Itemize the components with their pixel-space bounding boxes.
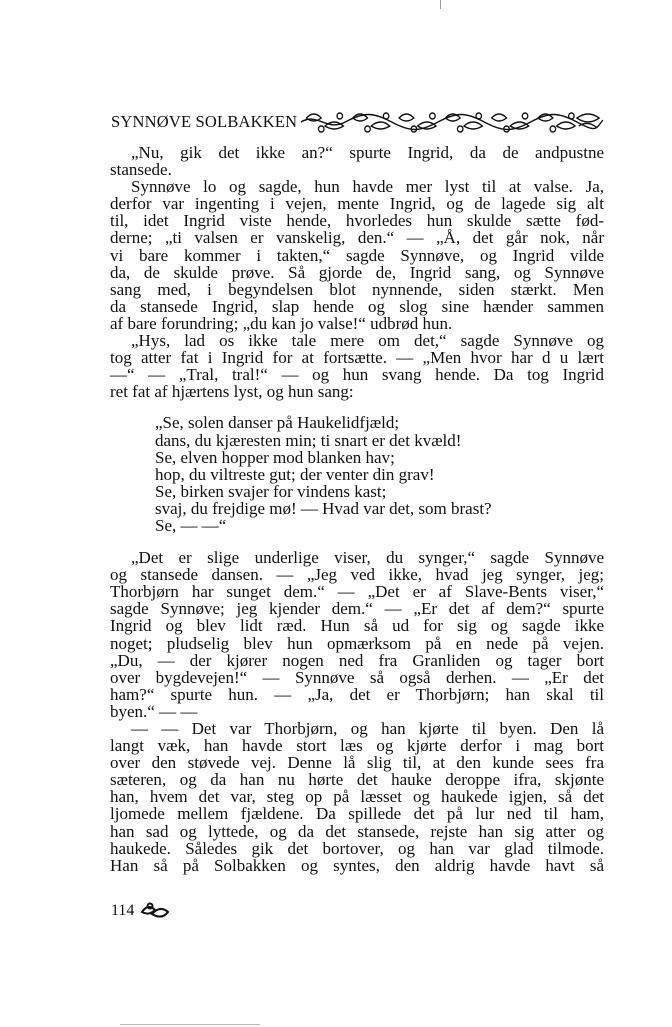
text-line: ret fat af hjærtens lyst, og hun sang: (110, 382, 354, 402)
text-line: byen.“ — — (110, 701, 198, 721)
text-line: sang med, i begyndelsen blot nynnende, siden stærkt. Men (110, 279, 604, 299)
text-line: ham?“ spurte hun. — „Ja, det er Thorbjørn; han skal til (110, 684, 604, 704)
text-line: og stansede dansen. — „Jeg ved ikke, hvad jeg synger, jeg; (110, 565, 604, 585)
verse-line: Se, — —“ (155, 515, 227, 535)
text-line: af bare forundring; „du kan jo valse!“ udbrød hun. (110, 313, 453, 333)
page-footer (111, 902, 170, 920)
text-line: Ingrid og blev lidt ræd. Hun så ud for sig og sagde ikke (110, 616, 604, 636)
text-line: derfor var ingenting i vejen, mente Ingrid, og de lagede sig alt (110, 194, 604, 214)
text-line: noget; pludselig blev hun opmærksom på en nede på vejen. (110, 633, 604, 653)
text-line: stansede. (110, 160, 172, 180)
text-line: Han så på Solbakken og syntes, den aldrig havde havt så (110, 855, 604, 875)
text-line: sæteren, og da han nu hørte det hauke deroppe ifra, skjønte (110, 770, 604, 790)
text-line: — — Det var Thorbjørn, og han kjørte til byen. Den lå (131, 719, 604, 738)
text-line: derne; „ti valsen er vanskelig, den.“ — „Å, det går nok, når (110, 228, 604, 248)
verse-line: Se, birken svajer for vindens kast; (155, 481, 387, 501)
scan-edge-mark (440, 0, 441, 9)
text-line: —“ — „Tral, tral!“ — og hun svang hende. Da tog Ingrid (110, 365, 604, 385)
scan-edge-mark (120, 1024, 260, 1025)
text-line: ljomede mellem fjældene. Da spillede det på lur ned til ham, (110, 804, 604, 824)
paragraph (110, 549, 604, 720)
verse-line: svaj, du frejdige mø! — Hvad var det, som brast? (155, 498, 492, 518)
text-line: over bygdevejen!“ — Synnøve så også derhen. — „Er det (110, 667, 604, 687)
paragraph (110, 144, 604, 178)
page-number: 114 (111, 902, 135, 919)
text-line: sagde Synnøve; jeg kjender dem.“ — „Er det af dem?“ spurte (110, 599, 604, 619)
text-line: Synnøve lo og sagde, hun havde mer lyst til at valse. Ja, (131, 177, 604, 197)
text-line: „Du, — der kjører nogen ned fra Granliden og tager bort (110, 650, 604, 670)
paragraph (110, 332, 604, 400)
text-line: da stansede Ingrid, slap hende og slog sine hænder sammen (110, 296, 604, 316)
verse-line: hop, du viltreste gut; der venter din grav! (155, 464, 435, 484)
text-line: til, idet Ingrid viste hende, hvorledes hun skulde sætte fød- (110, 211, 604, 231)
text-line: haukede. Således gik det bortover, og han var glad tilmode. (110, 838, 604, 858)
text-line: langt væk, han havde stort læs og kjørte derfor i mag bort (110, 736, 604, 756)
paragraph (110, 720, 604, 874)
running-title: SYNNØVE SOLBAKKEN (111, 112, 298, 131)
page-body-text (110, 144, 604, 874)
text-line: „Nu, gik det ikke an?“ spurte Ingrid, da de andpustne (131, 143, 604, 162)
text-line: tog atter fat i Ingrid for at fortsætte. — „Men hvor har d u lært (110, 348, 604, 368)
text-line: „Hys, lad os ikke tale mere om det,“ sagde Synnøve og (131, 331, 604, 351)
verse-line: dans, du kjæresten min; ti snart er det kvæld! (155, 430, 462, 450)
running-header (111, 110, 605, 134)
text-line: „Det er slige underlige viser, du synger,“ sagde Synnøve (131, 548, 604, 568)
text-line: da, de skulde prøve. Så gjorde de, Ingrid sang, og Synnøve (110, 262, 604, 282)
leaf-ornament-icon (140, 902, 170, 920)
paragraph (110, 178, 604, 332)
verse-line: „Se, solen danser på Haukelidfjæld; (155, 413, 400, 433)
floral-ornament-icon (299, 110, 605, 134)
text-line: over den støvede vej. Denne lå slig til, at den kunde sees fra (110, 753, 604, 773)
verse-line: Se, elven hopper mod blanken hav; (155, 447, 395, 467)
text-line: vi bare kommer i takten,“ sagde Synnøve, og Ingrid vilde (110, 245, 604, 265)
text-line: Thorbjørn har sunget dem.“ — „Det er af Slave-Bents viser,“ (110, 582, 604, 602)
text-line: han sad og lyttede, og da det stansede, rejste han sig atter og (110, 821, 604, 841)
poem-stanza (155, 414, 604, 534)
text-line: han, hvem det var, steg op på læsset og haukede igjen, så det (110, 787, 604, 807)
